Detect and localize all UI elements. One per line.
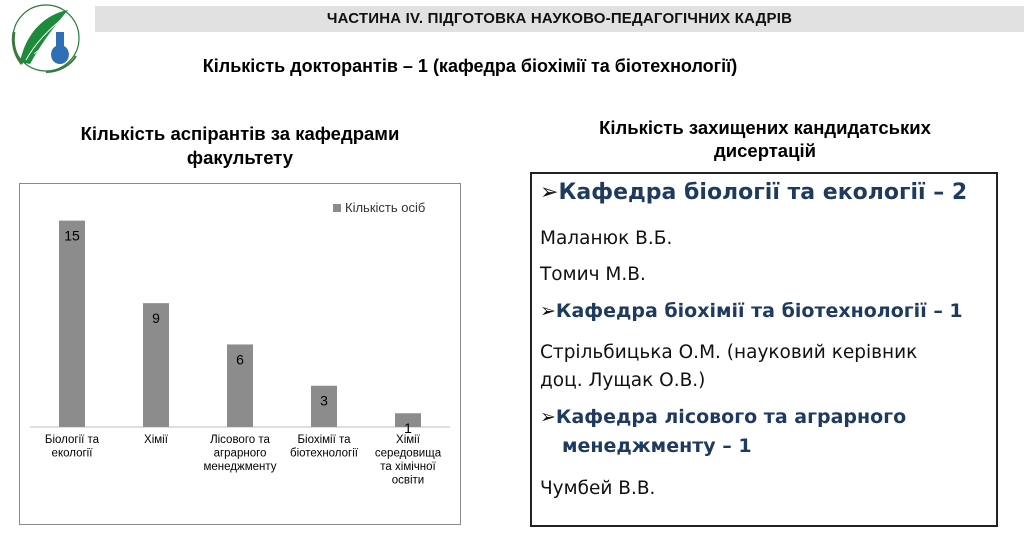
dept-biology-item (540, 180, 967, 205)
chart-heading-line2: факультету (186, 147, 294, 168)
arrow-bullet-icon: ➢ (540, 300, 556, 322)
person-item: Стрільбицька О.М. (науковий керівник (540, 342, 918, 363)
header-bar (95, 6, 1024, 32)
dept-forestry-name-line2: менеджменту – 1 (562, 435, 752, 457)
dept-forestry-name-line1: Кафедра лісового та аграрного (555, 406, 907, 428)
x-tick-label: аграрного (213, 447, 267, 460)
defended-heading-line1: Кількість захищених кандидатських (599, 117, 931, 138)
data-label: 6 (236, 351, 244, 368)
doctoral-students-subtitle: Кількість докторантів – 1 (кафедра біохімії та біотехнології) (202, 56, 738, 76)
x-tick-label: Лісового та (210, 434, 270, 446)
legend-label: Кількість осіб (345, 200, 426, 215)
person-item: Чумбей В.В. (540, 478, 656, 499)
x-tick-label: менеджменту (203, 461, 277, 473)
bar (59, 221, 85, 427)
x-tick-label: Хімії (144, 434, 168, 446)
person-item: Маланюк В.Б. (540, 228, 673, 249)
x-tick-label: Хімії (396, 434, 420, 446)
x-tick-label: освіти (391, 474, 425, 487)
dept-biochemistry-item (540, 300, 963, 322)
x-tick-label: середовища (374, 447, 442, 460)
x-tick-label: екології (51, 447, 93, 460)
arrow-bullet-icon: ➢ (540, 406, 556, 428)
chart-heading-line1: Кількість аспірантів за кафедрами (80, 123, 400, 144)
legend-swatch (333, 204, 341, 212)
bar-chart-svg (20, 184, 460, 524)
dept-biochemistry-name: Кафедра біохімії та біотехнології (555, 300, 927, 322)
x-tick-label: та хімічної (380, 461, 436, 473)
dept-biology-name: Кафедра біології та екології (558, 180, 926, 205)
x-tick-label: біотехнології (290, 447, 358, 460)
defended-heading-line2: дисертацій (714, 140, 816, 161)
dept-forestry-item (540, 406, 906, 428)
data-label: 1 (404, 420, 412, 437)
bar-chart (19, 183, 461, 525)
data-label: 3 (320, 392, 328, 409)
dept-biochemistry-count: – 1 (926, 300, 963, 322)
data-label: 9 (152, 310, 160, 327)
person-item: Томич М.В. (540, 264, 646, 285)
x-tick-label: Біохімії та (297, 434, 351, 446)
arrow-bullet-icon: ➢ (540, 180, 559, 205)
chart-heading (30, 122, 450, 170)
person-item: доц. Лущак О.В.) (540, 370, 706, 391)
x-tick-label: Біології та (44, 434, 100, 446)
data-label: 15 (64, 227, 80, 244)
defended-list-panel (530, 172, 998, 527)
defended-heading (540, 116, 990, 162)
page-title: ЧАСТИНА IV. ПІДГОТОВКА НАУКОВО-ПЕДАГОГІЧНИХ КАДРІВ (326, 10, 793, 27)
dept-biology-count: – 2 (925, 180, 968, 205)
